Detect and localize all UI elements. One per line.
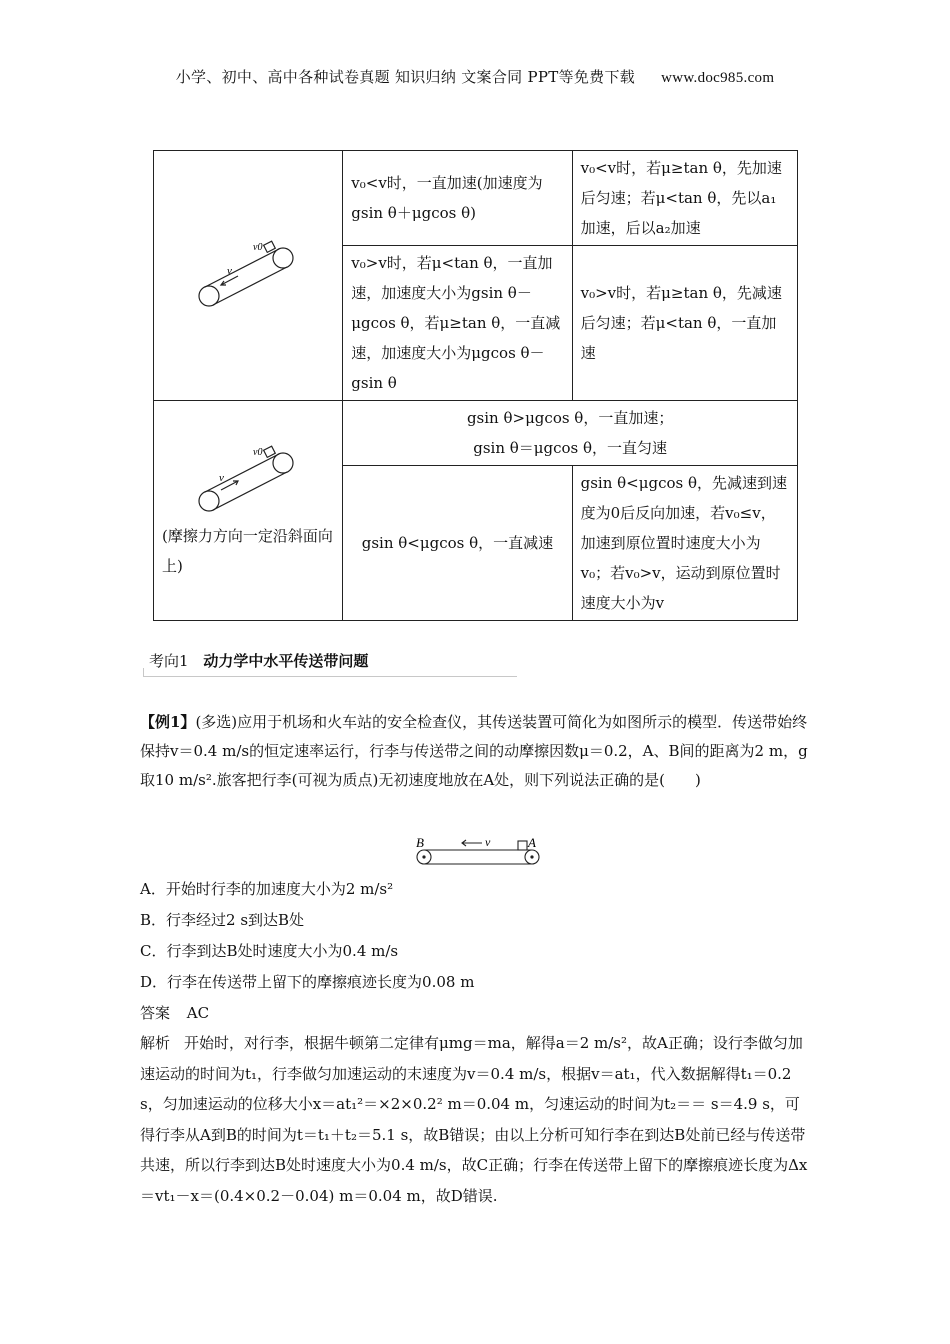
fig2-v0-label: v0 [253,446,263,458]
row2-figure-cell [154,401,343,621]
section-label [143,650,368,671]
analysis-paragraph [140,1028,812,1211]
cell-r1-a1: v₀<v时，一直加速(加速度为gsin θ＋μgcos θ) [343,151,572,246]
section-prefix: 考向1 [149,652,189,670]
example-paragraph [140,708,812,795]
belt-v-label: v [485,835,491,849]
cell-r2-span [343,401,798,466]
section-title: 动力学中水平传送带问题 [203,652,369,670]
answer-value: AC [186,1004,210,1022]
section-heading [143,648,517,678]
example-tag: 【例1】 [140,713,196,731]
cell-r2-a: gsin θ<μgcos θ，一直减速 [343,466,572,621]
fig-v0-label: v0 [253,241,263,253]
answer-line [140,999,812,1028]
cell-r1-b1: v₀<v时，若μ≥tan θ，先加速后匀速；若μ<tan θ，先以a₁加速，后以a₂加速 [572,151,797,246]
header-text: 小学、初中、高中各种试卷真题 知识归纳 文案合同 PPT等免费下载 [175,68,636,86]
span-line-1: gsin θ>μgcos θ，一直加速； [466,409,674,427]
analysis-text: 开始时，对行李，根据牛顿第二定律有μmg＝ma，解得a＝2 m/s²，故A正确；设行李做匀加速运动的时间为t₁，行李做匀加速运动的末速度为v＝0.4 m/s，根据v＝at₁，代入数据解得t₁＝0.2 s，匀加速运动的位移大小x＝at₁²＝×2×0.2² m＝0.04 m，匀速运动的时间为t₂＝＝ s＝4.9 s，可得行李从A到B的时间为t＝t₁＋t₂＝5.1 s，故B错误；由以上分析可知行李在到达B处前已经与传送带共速，所以行李到达B处时速度大小为0.4 m/s，故C正确；行李在传送带上留下的摩擦痕迹长度为Δx＝vt₁－x＝(0.4×0.2－0.04) m＝0.04 m，故D错误. [140,1034,808,1205]
horizontal-belt-figure [414,834,544,870]
belt-drawing [199,241,293,306]
fig2-v-label: v [219,471,225,484]
belt-B-label: B [416,835,424,850]
belt-drawing-2 [199,446,293,511]
cell-r1-a2: v₀>v时，若μ<tan θ，一直加速，加速度大小为gsin θ－μgcos θ，若μ≥tan θ，一直减速，加速度大小为μgcos θ－gsin θ [343,246,572,401]
span-line-2: gsin θ＝μgcos θ，一直匀速 [473,439,668,457]
friction-note: (摩擦力方向一定沿斜面向上) [162,526,333,575]
conveyor-table [153,150,798,621]
analysis-label: 解析 [140,1034,171,1052]
example-text: (多选)应用于机场和火车站的安全检查仪，其传送装置可简化为如图所示的模型．传送带始终保持v＝0.4 m/s的恒定速率运行，行李与传送带之间的动摩擦因数μ＝0.2，A、B间的距离为2 m，g取10 m/s².旅客把行李(可视为质点)无初速度地放在A处，则下列说法正确的是( ) [140,713,808,789]
answer-label: 答案 [140,1004,171,1022]
inclined-belt-up-figure [193,236,303,316]
option-c: C．行李到达B处时速度大小为0.4 m/s [140,942,399,960]
inclined-belt-down-figure [193,441,303,521]
header-site[interactable]: www.doc985.com [661,70,775,86]
cell-r2-b: gsin θ<μgcos θ，先减速到速度为0后反向加速，若v₀≤v，加速到原位置时速度大小为v₀；若v₀>v，运动到原位置时速度大小为v [572,466,797,621]
row1-figure-cell [154,151,343,401]
option-d: D．行李在传送带上留下的摩擦痕迹长度为0.08 m [140,973,475,991]
fig-v-label: v [227,264,233,277]
section-underline [143,676,517,677]
option-a: A．开始时行李的加速度大小为2 m/s² [140,880,394,898]
option-b: B．行李经过2 s到达B处 [140,911,305,929]
belt-A-label: A [528,835,536,850]
page-header [0,66,950,87]
options-list [140,874,812,998]
cell-r1-b2: v₀>v时，若μ≥tan θ，先减速后匀速；若μ<tan θ，一直加速 [572,246,797,401]
